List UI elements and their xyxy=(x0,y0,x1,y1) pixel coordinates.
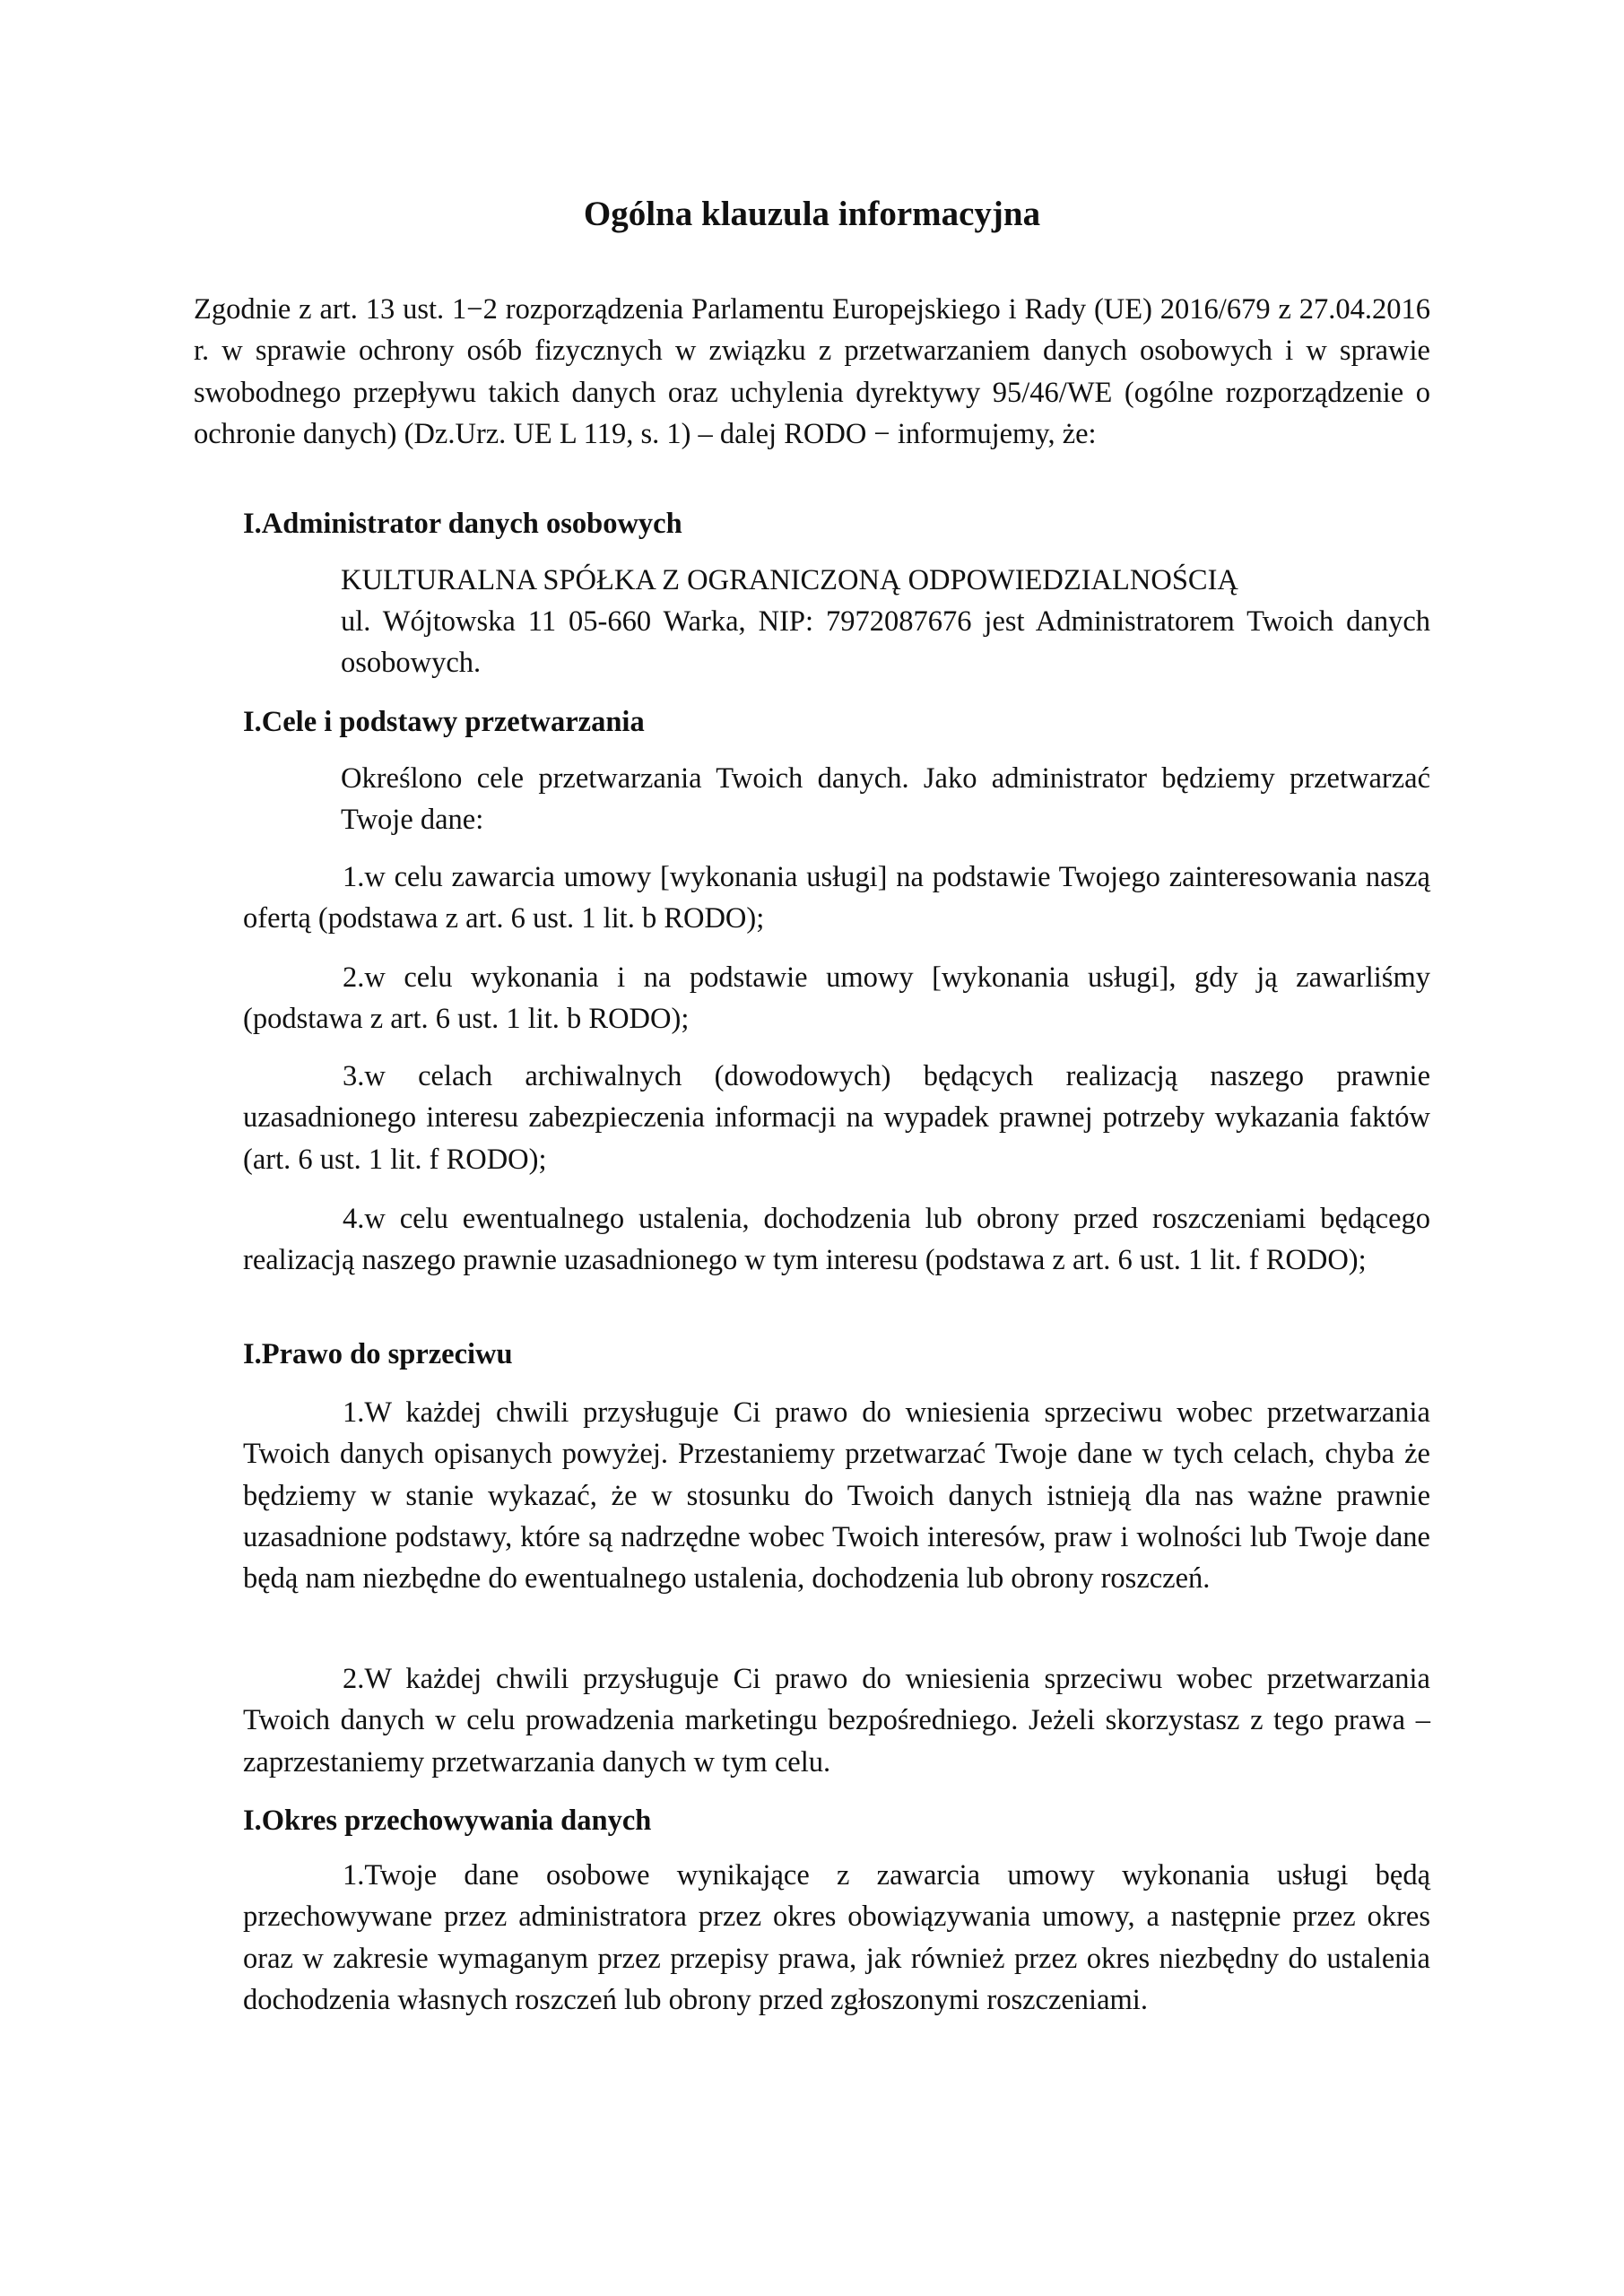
section-heading-purposes: I.Cele i podstawy przetwarzania xyxy=(243,706,645,738)
purpose-item: 2.w celu wykonania i na podstawie umowy [wykonania usługi], gdy ją zawarliśmy (podstawa z art. 6 ust. 1 lit. b RODO); xyxy=(243,961,1430,1036)
section-heading-retention: I.Okres przechowywania danych xyxy=(243,1805,652,1837)
purposes-intro: Określono cele przetwarzania Twoich danych. Jako administrator będziemy przetwarzać Twoje dane: xyxy=(341,762,1430,837)
section-heading-administrator: I.Administrator danych osobowych xyxy=(243,508,682,540)
administrator-address: ul. Wójtowska 11 05-660 Warka, NIP: 7972087676 jest Administratorem Twoich danych osobowych. xyxy=(341,605,1430,680)
section-heading-objection: I.Prawo do sprzeciwu xyxy=(243,1338,513,1370)
retention-item: 1.Twoje dane osobowe wynikające z zawarcia umowy wykonania usługi będą przechowywane przez administratora przez okres obowiązywania umowy, a następnie przez okres oraz w zakresie wymaganym przez przepisy prawa, jak również przez okres niezbędny do ustalenia dochodzenia własnych roszczeń lub obrony przed zgłoszonymi roszczeniami. xyxy=(243,1859,1430,2016)
purpose-item: 3.w celach archiwalnych (dowodowych) będących realizacją naszego prawnie uzasadnionego interesu zabezpieczenia informacji na wypadek prawnej potrzeby wykazania faktów (art. 6 ust. 1 lit. f RODO); xyxy=(243,1060,1430,1176)
purpose-item: 1.w celu zawarcia umowy [wykonania usługi] na podstawie Twojego zainteresowania naszą ofertą (podstawa z art. 6 ust. 1 lit. b RODO); xyxy=(243,861,1430,935)
document-title: Ogólna klauzula informacyjna xyxy=(583,195,1041,233)
objection-item: 2.W każdej chwili przysługuje Ci prawo do wniesienia sprzeciwu wobec przetwarzania Twoich danych w celu prowadzenia marketingu bezpośredniego. Jeżeli skorzystasz z tego prawa – zaprzestaniemy przetwarzania danych w tym celu. xyxy=(243,1663,1430,1779)
administrator-company: KULTURALNA SPÓŁKA Z OGRANICZONĄ ODPOWIEDZIALNOŚCIĄ xyxy=(341,564,1238,596)
intro-paragraph: Zgodnie z art. 13 ust. 1−2 rozporządzenia Parlamentu Europejskiego i Rady (UE) 2016/679 z 27.04.2016 r. w sprawie ochrony osób fizycznych w związku z przetwarzaniem danych osobowych i w sprawie swobodnego przepływu takich danych oraz uchylenia dyrektywy 95/46/WE (ogólne rozporządzenie o ochronie danych) (Dz.Urz. UE L 119, s. 1) – dalej RODO − informujemy, że: xyxy=(194,293,1430,450)
objection-item: 1.W każdej chwili przysługuje Ci prawo do wniesienia sprzeciwu wobec przetwarzania Twoich danych opisanych powyżej. Przestaniemy przetwarzać Twoje dane w tych celach, chyba że będziemy w stanie wykazać, że w stosunku do Twoich danych istnieją dla nas ważne prawnie uzasadnione podstawy, które są nadrzędne wobec Twoich interesów, praw i wolności lub Twoje dane będą nam niezbędne do ewentualnego ustalenia, dochodzenia lub obrony roszczeń. xyxy=(243,1396,1430,1596)
purpose-item: 4.w celu ewentualnego ustalenia, dochodzenia lub obrony przed roszczeniami będącego realizacją naszego prawnie uzasadnionego w tym interesu (podstawa z art. 6 ust. 1 lit. f RODO); xyxy=(243,1203,1430,1277)
